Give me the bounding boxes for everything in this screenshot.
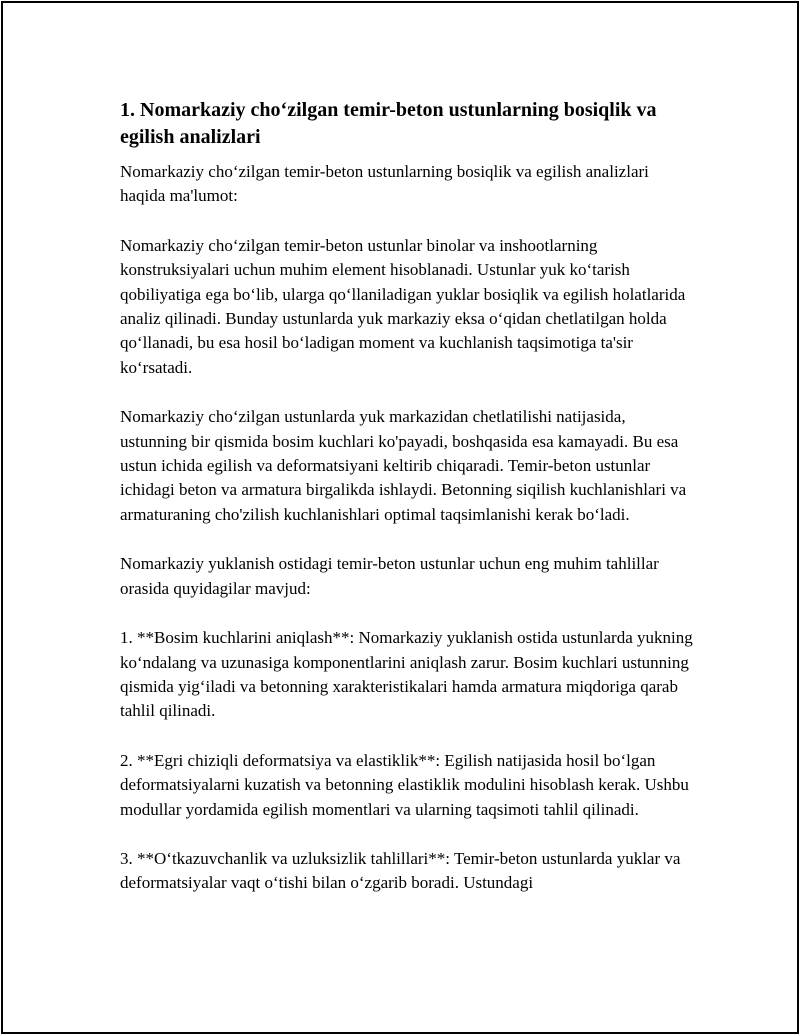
paragraph-analyses-intro: Nomarkaziy yuklanish ostidagi temir-beton ustunlar uchun eng muhim tahlillar orasida quyidagilar mavjud: [120, 554, 664, 598]
list-item-2: 2. **Egri chiziqli deformatsiya va elastiklik**: Egilish natijasida hosil bo‘lgan deformatsiyalarni kuzatish va betonning elastiklik modulini hisoblash kerak. Ushbu modullar yordamida egilish momentlari va ularning taqsimoti tahlil qilinadi. [120, 750, 694, 819]
page-frame [1, 1, 799, 1034]
intro-paragraph: Nomarkaziy cho‘zilgan temir-beton ustunlarning bosiqlik va egilish analizlari haqida ma'lumot: [120, 162, 654, 206]
paragraph-definition: Nomarkaziy cho‘zilgan temir-beton ustunlar binolar va inshootlarning konstruksiyalari uchun muhim element hisoblanadi. Ustunlar yuk ko‘tarish qobiliyatiga ega bo‘lib, ularga qo‘llaniladigan yuklar bosiqlik va egilish holatlarida analiz qilinadi. Bunday ustunlarda yuk markaziy eksa o‘qidan chetlatilgan holda qo‘llanadi, bu esa hosil bo‘ladigan moment va kuchlanish taqsimotiga ta'sir ko‘rsatadi. [120, 235, 690, 377]
document-title: 1. Nomarkaziy cho‘zilgan temir-beton ustunlarning bosiqlik va egilish analizlari [120, 99, 657, 148]
list-item-1: 1. **Bosim kuchlarini aniqlash**: Nomarkaziy yuklanish ostida ustunlarda yukning ko‘ndalang va uzunasiga komponentlarini aniqlash zarur. Bosim kuchlari ustunning qismida yig‘iladi va betonning xarakteristikalari hamda armatura miqdoriga qarab tahlil qilinadi. [120, 628, 697, 721]
document-body [120, 97, 695, 921]
paragraph-load-eccentricity: Nomarkaziy cho‘zilgan ustunlarda yuk markazidan chetlatilishi natijasida, ustunning bir qismida bosim kuchlari ko'payadi, boshqasida esa kamayadi. Bu esa ustun ichida egilish va deformatsiyani keltirib chiqaradi. Temir-beton ustunlar ichidagi beton va armatura birgalikda ishlaydi. Betonning siqilish kuchlanishlari va armaturaning cho'zilish kuchlanishlari optimal taqsimlanishi kerak bo‘ladi. [120, 407, 691, 524]
list-item-3: 3. **O‘tkazuvchanlik va uzluksizlik tahlillari**: Temir-beton ustunlarda yuklar va deformatsiyalar vaqt o‘tishi bilan o‘zgarib boradi. Ustundagi [120, 848, 685, 893]
